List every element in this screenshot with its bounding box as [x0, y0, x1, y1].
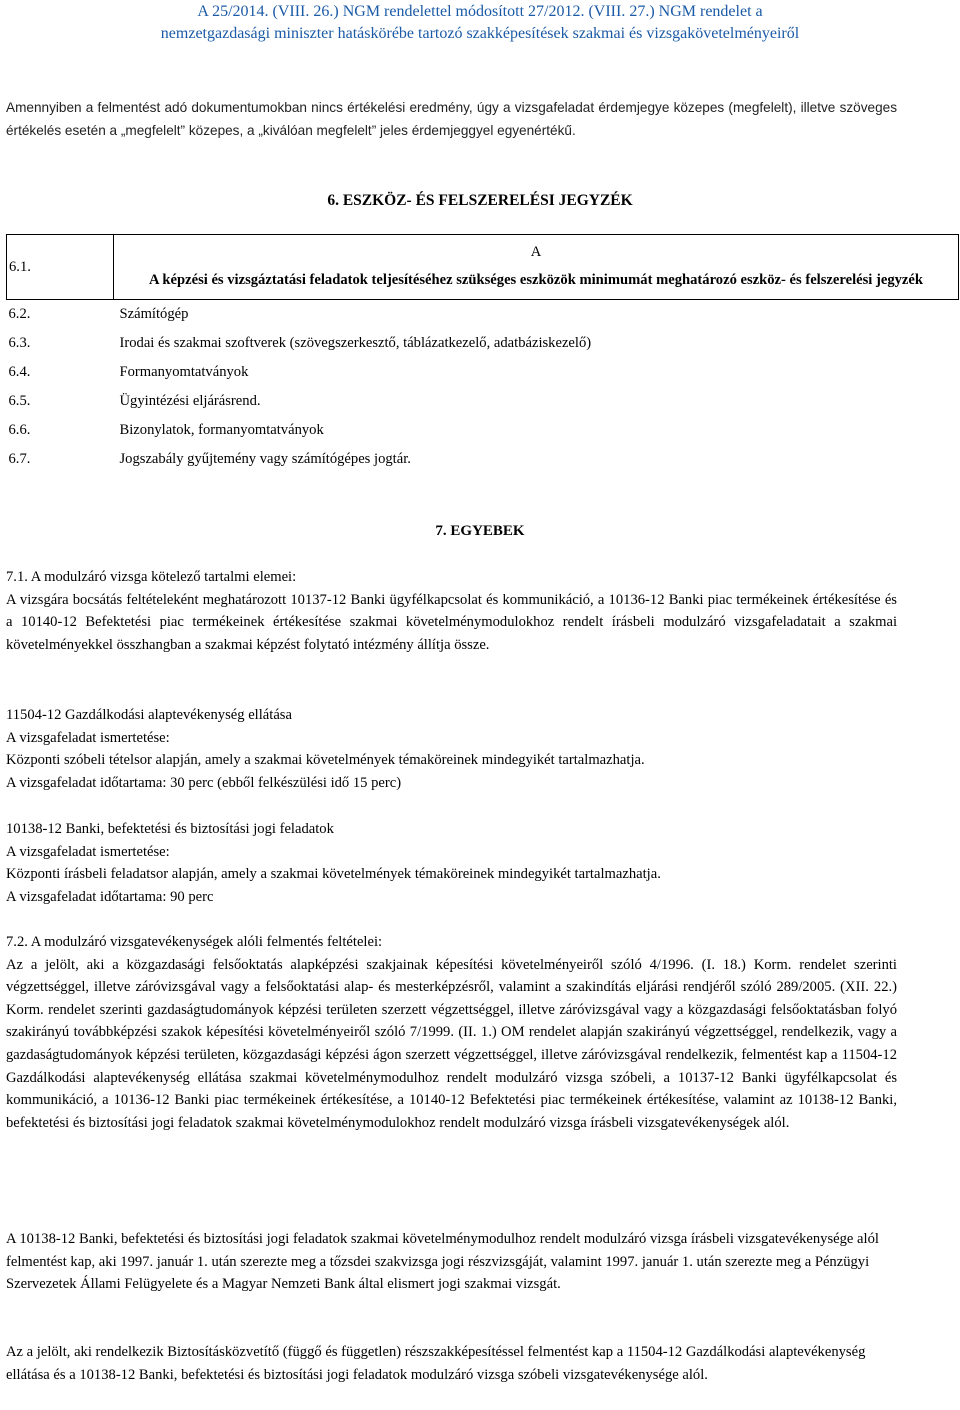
table-row-text: Ügyintézési eljárásrend.: [119, 393, 261, 409]
table-row-number: 6.5.: [8, 393, 31, 409]
section-7-1-heading: 7.1. A modulzáró vizsga kötelező tartalmi elemei:: [6, 569, 297, 585]
table-row: [7, 416, 959, 445]
module-1-desc-label: A vizsgafeladat ismertetése:: [6, 729, 170, 746]
section-7-title: 7. EGYEBEK: [435, 523, 525, 539]
module-2-desc-label: A vizsgafeladat ismertetése:: [6, 843, 170, 860]
exemption-paragraph-1: A 10138-12 Banki, befektetési és biztosítási jogi feladatok szakmai követelménymodulhoz rendelt modulzáró vizsga írásbeli vizsgatevékenysége alól felmentést kap, aki 1997. január 1. után szerezte meg a tőzsdei szakvizsga jogi részvizsgáját, valamint 1997. január 1. után szerezte meg a Pénzügyi Szervezetek Állami Felügyelete és a Magyar Nemzeti Bank által elismert jogi szakmai vizsgát.: [6, 1231, 879, 1293]
header-line-1: A 25/2014. (VIII. 26.) NGM rendelettel módosított 27/2012. (VIII. 27.) NGM rendelet a: [197, 3, 763, 20]
table-row-text: Irodai és szakmai szoftverek (szövegszerkesztő, táblázatkezelő, adatbáziskezelő): [119, 335, 592, 351]
section-7-2-heading: 7.2. A modulzáró vizsgatevékenységek alóli felmentés feltételei:: [6, 934, 383, 950]
table-row: [7, 445, 959, 474]
document-header: [0, 1, 960, 45]
table-row-text: Jogszabály gyűjtemény vagy számítógépes jogtár.: [119, 451, 411, 467]
intro-paragraph: Amennyiben a felmentést adó dokumentumokban nincs értékelési eredmény, úgy a vizsgafeladat érdemjegye közepes (megfelelt), illetve szöveges értékelés esetén a „megfelelt” közepes, a „kiválóan megfelelt” jeles érdemjeggyel egyenértékű.: [6, 100, 897, 138]
table-row-number: 6.7.: [8, 451, 31, 467]
table-header-text: A képzési és vizsgáztatási feladatok teljesítéséhez szükséges eszközök minimumát meghatározó eszköz- és felszerelési jegyzék: [114, 267, 959, 300]
table-row-text: Bizonylatok, formanyomtatványok: [119, 422, 324, 438]
table-row: [7, 387, 959, 416]
equipment-table: [6, 234, 959, 474]
module-1-desc: Központi szóbeli tételsor alapján, amely a szakmai követelmények témaköreinek mindegyikét tartalmazhatja.: [6, 752, 645, 769]
module-2-title: 10138-12 Banki, befektetési és biztosítási jogi feladatok: [6, 821, 334, 837]
table-row: [7, 358, 959, 387]
table-row-number: 6.2.: [8, 306, 31, 322]
module-1-block: [6, 704, 897, 794]
table-header-row: [7, 267, 959, 300]
section-7-1-text: A vizsgára bocsátás feltételeként meghatározott 10137-12 Banki ügyfélkapcsolat és kommunikáció, a 10136-12 Banki piac termékeinek értékesítése és a 10140-12 Befektetési piac termékeinek értékesítése szakmai követelménymodulokhoz rendelt írásbeli modulzáró vizsgafeladatait a szakmai követelményekkel összhangban a szakmai képzést folytató intézmény állítja össze.: [6, 591, 897, 653]
table-column-letter-row: [7, 235, 959, 268]
section-6-title: 6. ESZKÖZ- ÉS FELSZERELÉSI JEGYZÉK: [327, 192, 633, 209]
table-header-number: 6.1.: [7, 235, 114, 300]
section-7-1: [6, 566, 897, 656]
module-2-desc: Központi írásbeli feladatsor alapján, amely a szakmai követelmények témaköreinek mindegyikét tartalmazhatja.: [6, 866, 661, 883]
table-row: [7, 329, 959, 358]
header-line-2: nemzetgazdasági miniszter hatáskörébe tartozó szakképesítések szakmai és vizsgakövetelményeiről: [160, 25, 800, 42]
table-row: [7, 300, 959, 330]
module-2-block: [6, 818, 897, 908]
module-1-duration: A vizsgafeladat időtartama: 30 perc (ebből felkészülési idő 15 perc): [6, 774, 402, 791]
table-column-letter: A: [114, 235, 959, 268]
module-2-duration: A vizsgafeladat időtartama: 90 perc: [6, 888, 214, 905]
table-row-number: 6.4.: [8, 364, 31, 380]
table-row-text: Számítógép: [119, 306, 189, 322]
table-row-number: 6.3.: [8, 335, 31, 351]
module-1-title: 11504-12 Gazdálkodási alaptevékenység ellátása: [6, 707, 292, 723]
table-row-number: 6.6.: [8, 422, 31, 438]
section-7-2: [6, 931, 897, 1134]
section-7-2-text: Az a jelölt, aki a közgazdasági felsőoktatás alapképzési szakjainak képesítési követelményeiről szóló 4/1996. (I. 18.) Korm. rendelet szerinti végzettséggel, illetve záróvizsgával vagy a felsőoktatási alap- és mesterképzésről, valamint a szakindítás eljárási rendjéről szóló 289/2005. (XII. 22.) Korm. rendelet szerinti gazdaságtudományok képzési területen szerzett végzettséggel, illetve záróvizsgával vagy a közgazdasági felsőoktatásban folyó szakirányú továbbképzési szakok képesítési követelményeiről szóló 7/1999. (II. 1.) OM rendelet alapján szakirányú végzettséggel, rendelkezik, vagy a gazdaságtudományok képzési területen, közgazdasági képzési ágon szerzett végzettséggel, illetve záróvizsgával rendelkezik, felmentést kap a 11504-12 Gazdálkodási alaptevékenység ellátása szakmai követelménymodulhoz rendelt modulzáró vizsga szóbeli, a 10137-12 Banki ügyfélkapcsolat és kommunikáció, a 10136-12 Banki piac termékeinek értékesítése, a 10140-12 Befektetési piac termékeinek értékesítése, valamint az 10138-12 Banki, befektetési és biztosítási jogi feladatok szakmai követelménymodulokhoz rendelt modulzáró vizsga írásbeli vizsgatevékenységek alól.: [6, 956, 897, 1131]
table-row-text: Formanyomtatványok: [119, 364, 249, 380]
exemption-paragraph-2: Az a jelölt, aki rendelkezik Biztosításközvetítő (függő és független) részszakképesítéssel felmentést kap a 11504-12 Gazdálkodási alaptevékenység ellátása és a 10138-12 Banki, befektetési és biztosítási jogi feladatok modulzáró vizsga szóbeli vizsgatevékenysége alól.: [6, 1344, 866, 1383]
